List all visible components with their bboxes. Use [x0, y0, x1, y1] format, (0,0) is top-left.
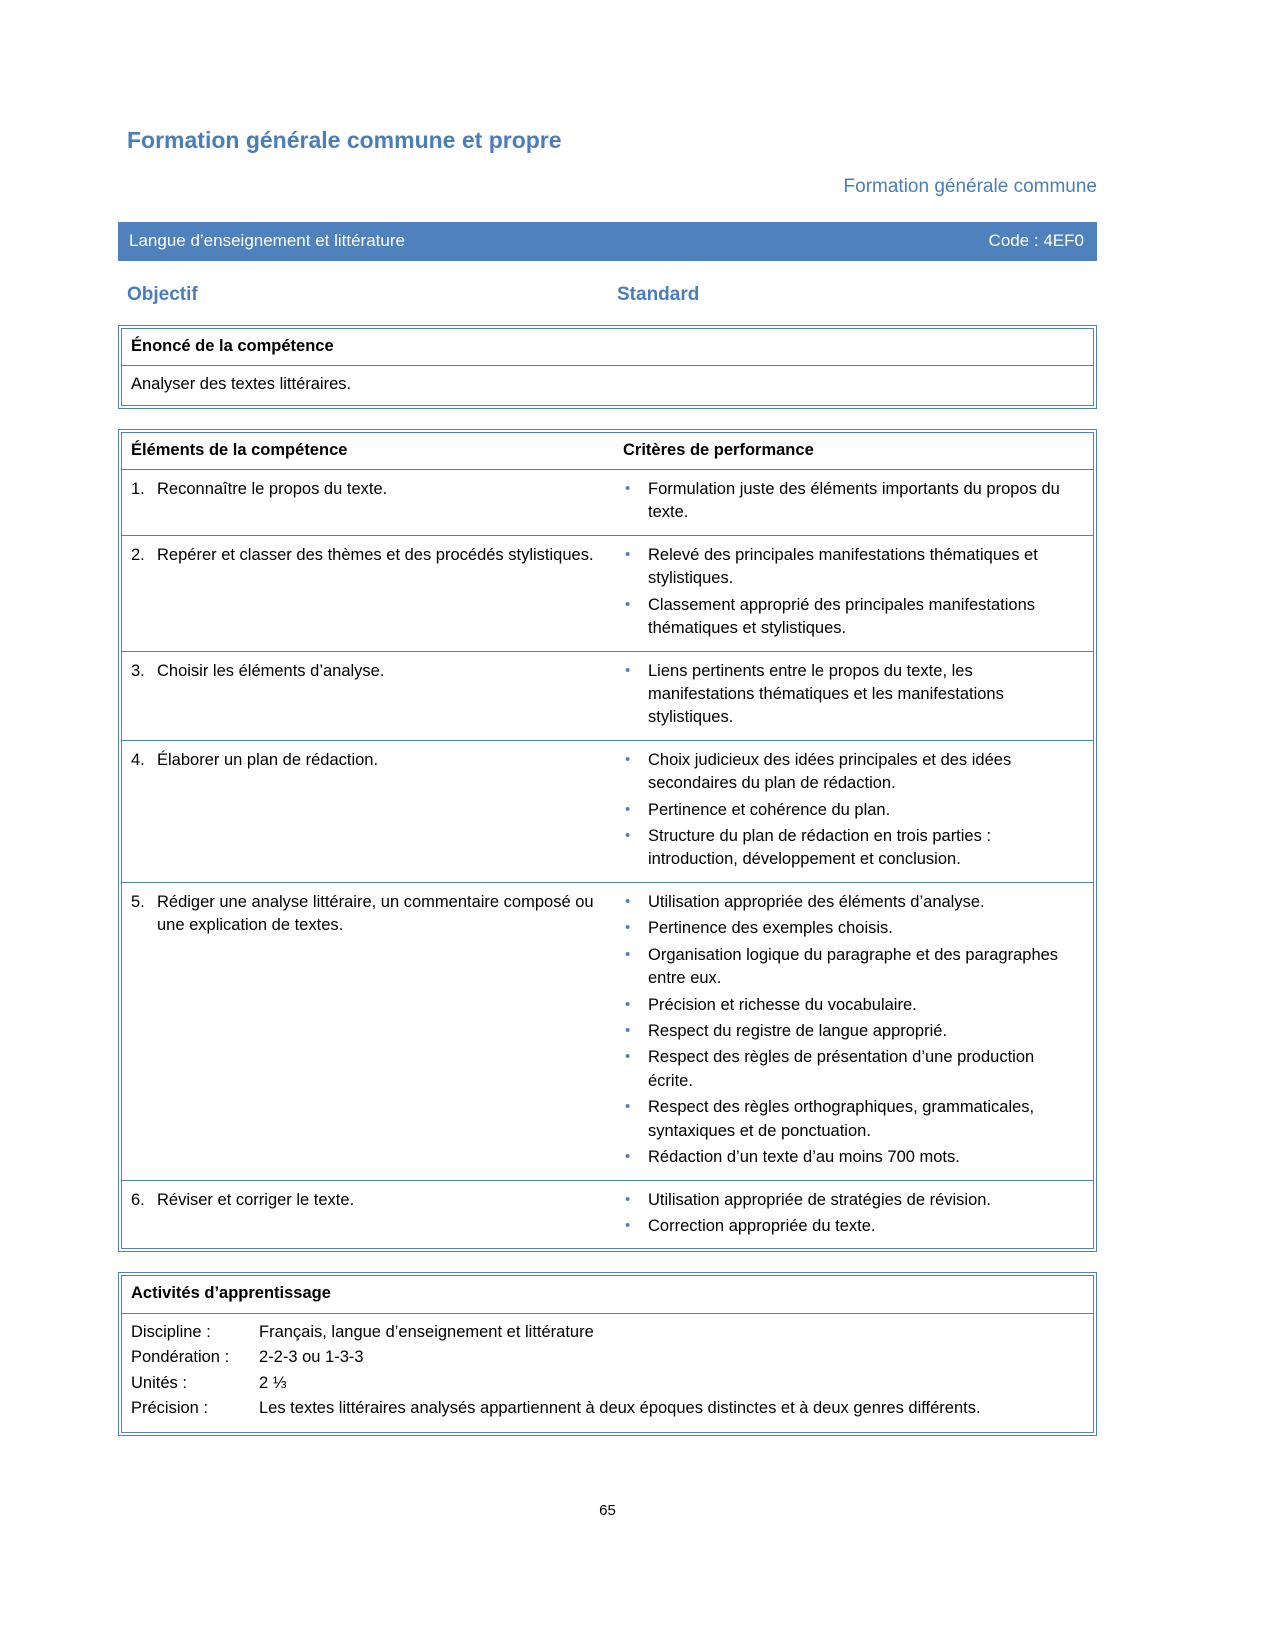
competence-row — [122, 883, 1093, 1181]
element-text: Rédiger une analyse littéraire, un commentaire composé ou une explication de textes. — [157, 892, 594, 935]
activite-label: Précision : — [131, 1399, 209, 1418]
bullet-icon: • — [625, 919, 631, 937]
criteria-cell — [618, 660, 1093, 730]
page-title: Formation générale commune et propre — [127, 127, 562, 153]
criteria-item — [618, 994, 1079, 1017]
bullet-icon: • — [625, 595, 631, 613]
criteria-item — [618, 749, 1079, 796]
activite-value: 2-2-3 ou 1-3-3 — [259, 1348, 364, 1367]
bullet-icon: • — [625, 1098, 631, 1116]
bullet-icon: • — [625, 1148, 631, 1166]
criteria-item — [618, 544, 1079, 591]
competence-row — [122, 741, 1093, 883]
criteria-text: Précision et richesse du vocabulaire. — [648, 995, 917, 1014]
criteria-cell — [618, 478, 1093, 525]
criteria-item — [618, 944, 1079, 991]
activites-header: Activités d’apprentissage — [122, 1276, 1093, 1313]
competence-row — [122, 652, 1093, 741]
bullet-icon: • — [625, 479, 631, 497]
element-cell — [122, 1189, 618, 1239]
criteria-item — [618, 917, 1079, 940]
element-number: 5. — [131, 892, 145, 911]
bullet-icon: • — [625, 800, 631, 818]
element-cell — [122, 478, 618, 525]
criteria-item — [618, 660, 1079, 730]
element-number: 3. — [131, 661, 145, 680]
competence-row — [122, 1181, 1093, 1249]
activite-label: Unités : — [131, 1373, 187, 1392]
criteres-column-header: Critères de performance — [623, 440, 814, 459]
activite-row — [131, 1346, 1083, 1369]
criteria-text: Relevé des principales manifestations thématiques et stylistiques. — [648, 545, 1038, 588]
enonce-box — [118, 325, 1097, 409]
criteria-item — [618, 1146, 1079, 1169]
bullet-icon: • — [625, 1216, 631, 1234]
bullet-icon: • — [625, 545, 631, 563]
activite-row — [131, 1321, 1083, 1344]
criteria-item — [618, 1046, 1079, 1093]
competence-table — [118, 429, 1097, 1253]
criteria-text: Respect des règles de présentation d’une production écrite. — [648, 1048, 1035, 1090]
criteria-text: Utilisation appropriée des éléments d’analyse. — [648, 892, 985, 911]
criteria-item — [618, 825, 1079, 872]
activites-box — [118, 1272, 1097, 1436]
standard-heading: Standard — [617, 283, 700, 305]
element-text: Reconnaître le propos du texte. — [157, 479, 388, 498]
activites-body — [122, 1314, 1093, 1433]
criteria-text: Choix judicieux des idées principales et des idées secondaires du plan de rédaction. — [648, 750, 1012, 793]
bullet-icon: • — [625, 827, 631, 845]
competence-table-header — [122, 433, 1093, 470]
criteria-item — [618, 1215, 1079, 1238]
document-page — [118, 0, 1097, 1436]
criteria-text: Respect du registre de langue approprié. — [648, 1022, 948, 1040]
criteria-cell — [618, 749, 1093, 872]
column-headings — [127, 282, 1097, 309]
activite-label: Pondération : — [131, 1348, 230, 1367]
competence-row — [122, 536, 1093, 652]
criteria-item — [618, 1020, 1079, 1043]
course-code: Code : 4EF0 — [988, 230, 1084, 250]
bullet-icon: • — [625, 945, 631, 963]
element-cell — [122, 660, 618, 730]
criteria-item — [618, 1096, 1079, 1143]
element-number: 4. — [131, 750, 145, 769]
criteria-text: Pertinence des exemples choisis. — [648, 919, 893, 938]
criteria-item — [618, 891, 1079, 914]
criteria-text: Organisation logique du paragraphe et des paragraphes entre eux. — [648, 945, 1059, 988]
element-text: Choisir les éléments d’analyse. — [157, 661, 385, 680]
activite-value: Les textes littéraires analysés appartiennent à deux époques distinctes et à deux genres différents. — [259, 1399, 981, 1418]
bullet-icon: • — [625, 995, 631, 1013]
activite-label: Discipline : — [131, 1322, 211, 1341]
criteria-text: Pertinence et cohérence du plan. — [648, 800, 891, 819]
criteria-text: Rédaction d’un texte d’au moins 700 mots. — [648, 1148, 960, 1167]
element-text: Repérer et classer des thèmes et des procédés stylistiques. — [157, 545, 594, 564]
criteria-item — [618, 478, 1079, 525]
bullet-icon: • — [625, 1022, 631, 1039]
criteria-text: Classement approprié des principales manifestations thématiques et stylistiques. — [648, 595, 1036, 638]
page-number: 65 — [599, 1502, 616, 1519]
bullet-icon: • — [625, 750, 631, 768]
element-text: Élaborer un plan de rédaction. — [157, 750, 379, 769]
element-number: 1. — [131, 479, 145, 498]
competence-row — [122, 470, 1093, 536]
element-cell — [122, 749, 618, 872]
criteria-cell — [618, 1189, 1093, 1239]
element-number: 6. — [131, 1190, 145, 1209]
elements-column-header: Éléments de la compétence — [131, 440, 348, 459]
criteria-cell — [618, 544, 1093, 641]
bullet-icon: • — [625, 892, 631, 910]
element-cell — [122, 891, 618, 1170]
criteria-text: Formulation juste des éléments importants du propos du texte. — [648, 479, 1060, 522]
bullet-icon: • — [625, 1190, 631, 1208]
enonce-header: Énoncé de la compétence — [122, 329, 1093, 366]
criteria-item — [618, 594, 1079, 641]
course-header-bar — [118, 222, 1097, 261]
criteria-text: Respect des règles orthographiques, grammaticales, syntaxiques et de ponctuation. — [648, 1098, 1035, 1140]
bullet-icon: • — [625, 661, 631, 679]
activite-row — [131, 1372, 1083, 1395]
criteria-item — [618, 799, 1079, 822]
criteria-text: Liens pertinents entre le propos du texte, les manifestations thématiques et les manifestations stylistiques. — [648, 661, 1004, 727]
criteria-text: Utilisation appropriée de stratégies de révision. — [648, 1190, 992, 1209]
element-number: 2. — [131, 545, 145, 564]
element-cell — [122, 544, 618, 641]
objectif-heading: Objectif — [127, 283, 198, 305]
bullet-icon: • — [625, 1048, 631, 1066]
competence-table-body — [122, 470, 1093, 1248]
criteria-text: Structure du plan de rédaction en trois parties : introduction, développement et conclusion. — [648, 827, 992, 869]
activite-value: Français, langue d’enseignement et littérature — [259, 1322, 594, 1341]
criteria-item — [618, 1189, 1079, 1212]
criteria-cell — [618, 891, 1093, 1170]
activite-value: 2 ⅓ — [259, 1373, 287, 1392]
criteria-text: Correction appropriée du texte. — [648, 1216, 876, 1235]
activite-row — [131, 1397, 1083, 1420]
section-subtitle: Formation générale commune — [843, 175, 1097, 197]
enonce-body: Analyser des textes littéraires. — [131, 375, 352, 394]
element-text: Réviser et corriger le texte. — [157, 1190, 355, 1209]
course-name: Langue d’enseignement et littérature — [129, 230, 405, 250]
